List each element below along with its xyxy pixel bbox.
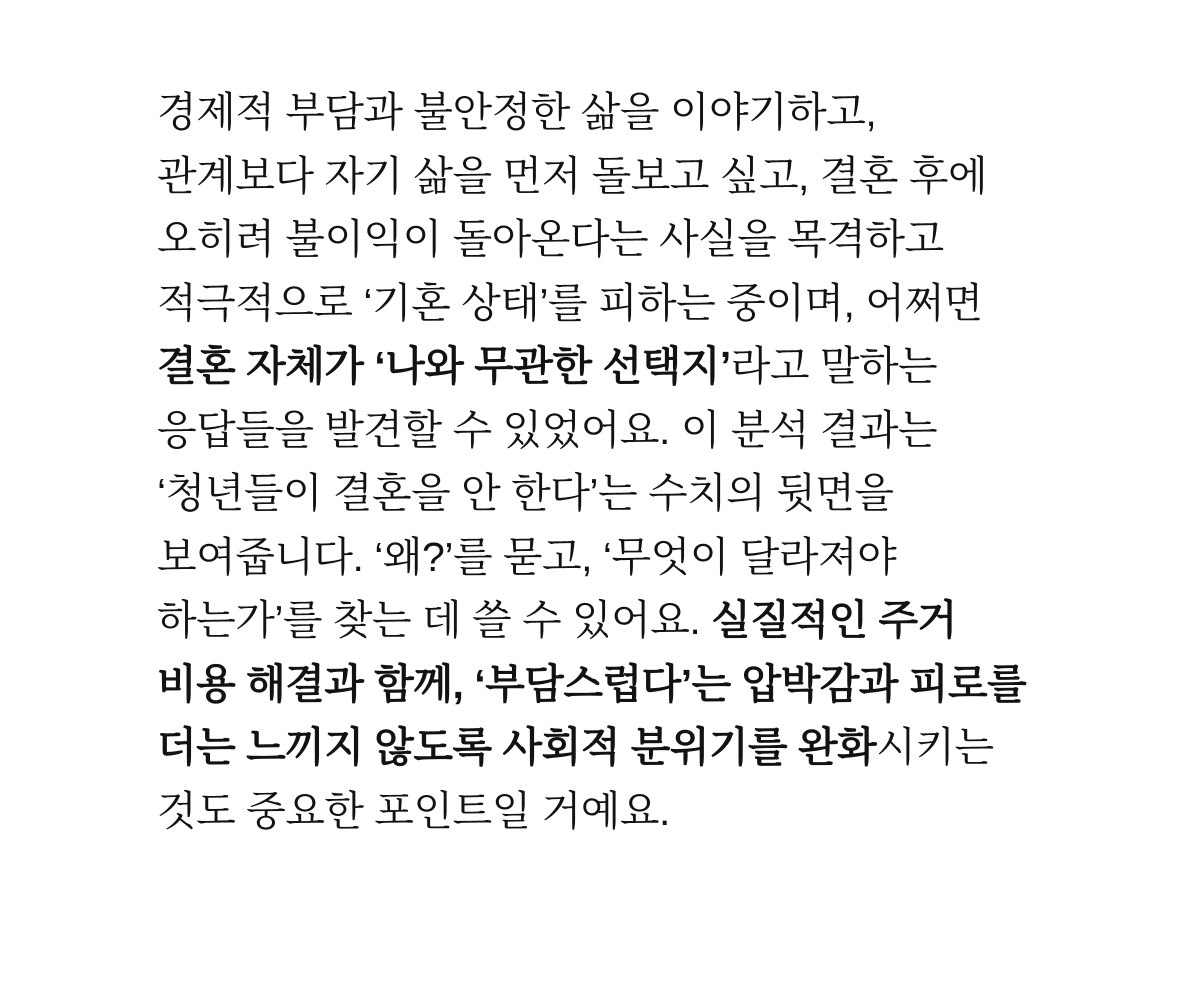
- paragraph-segment: 라고 말하는 응답들을 발견할 수 있었어요. 이 분석 결과는 ‘청년들이 결혼을 안 한다’는 수치의 뒷면을 보여줍니다. ‘왜?’를 묻고, ‘무엇이 달라져야 하는가’를 찾는 데 쓸 수 있어요.: [157, 343, 938, 644]
- paragraph-segment-bold: 결혼 자체가 ‘나와 무관한 선택지’: [157, 343, 731, 390]
- paragraph-segment: 시키는 것도 중요한 포인트일 거예요.: [157, 724, 994, 835]
- paragraph-segment: 경제적 부담과 불안정한 삶을 이야기하고, 관계보다 자기 삶을 먼저 돌보고 싶고, 결혼 후에 오히려 불이익이 돌아온다는 사실을 목격하고 적극적으로 ‘기혼 상태’를 피하는 중이며, 어쩌면: [157, 89, 988, 326]
- paragraph-segment-bold: 실질적인 주거 비용 해결과 함께, ‘부담스럽다’는 압박감과 피로를 더는 느끼지 않도록 사회적 분위기를 완화: [157, 597, 1027, 771]
- article-paragraph: [157, 81, 1040, 844]
